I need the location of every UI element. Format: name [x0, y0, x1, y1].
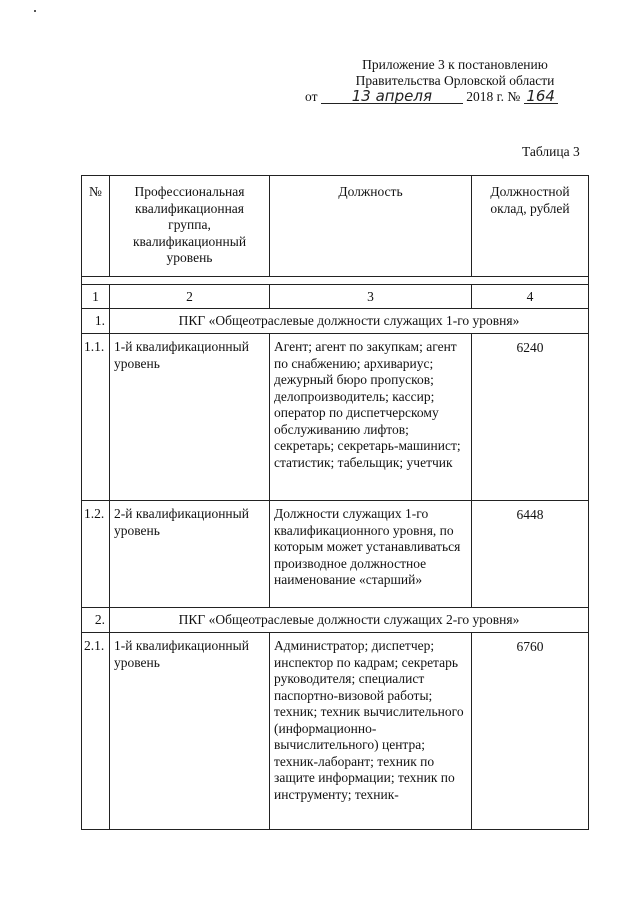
section-row [82, 309, 589, 334]
header-salary: Должностной оклад, рублей [472, 176, 589, 277]
appendix-header [305, 57, 605, 105]
table-header-row [82, 176, 589, 277]
table-gap-row [82, 277, 589, 285]
section-title: ПКГ «Общеотраслевые должности служащих 2-го уровня» [110, 608, 589, 633]
positions-list: Администратор; диспетчер; инспектор по кадрам; секретарь руководителя; специалист паспортно-визовой работы; техник; техник вычислительного (информационно-вычислительного) центра; техник-лаборант; техник по защите информации; техник по инструменту; техник- [270, 633, 472, 830]
header-group: Профессиональная квалификационная группа, квалификационный уровень [110, 176, 270, 277]
table-row [82, 501, 589, 608]
from-prefix: от [305, 89, 318, 104]
section-number: 1. [82, 309, 110, 334]
column-number: 3 [270, 285, 472, 309]
salary-table [81, 175, 589, 830]
row-number: 1.2. [82, 501, 110, 608]
table-row [82, 334, 589, 501]
section-number: 2. [82, 608, 110, 633]
positions-list: Должности служащих 1-го квалификационного уровня, по которым может устанавливаться производное должностное наименование «старший» [270, 501, 472, 608]
column-number: 4 [472, 285, 589, 309]
header-number: № [82, 176, 110, 277]
year-text: 2018 г. № [466, 89, 521, 104]
header-line-2: Правительства Орловской области [355, 73, 555, 88]
section-title: ПКГ «Общеотраслевые должности служащих 1-го уровня» [110, 309, 589, 334]
column-number: 2 [110, 285, 270, 309]
scan-speck [34, 10, 36, 12]
positions-list: Агент; агент по закупкам; агент по снабжению; архивариус; дежурный бюро пропусков; делопроизводитель; кассир; оператор по диспетчерскому обслуживанию лифтов; секретарь; секретарь-машинист; статистик; табельщик; учетчик [270, 334, 472, 501]
table-label: Таблица 3 [522, 144, 580, 159]
handwritten-number: 164 [524, 89, 558, 104]
salary-value: 6448 [472, 501, 589, 608]
header-position: Должность [270, 176, 472, 277]
column-number-row [82, 285, 589, 309]
salary-value: 6760 [472, 633, 589, 830]
qualification-level: 1-й квалификационный уровень [110, 633, 270, 830]
header-line-1: Приложение 3 к постановлению [362, 57, 548, 72]
handwritten-date: 13 апреля [321, 89, 463, 104]
row-number: 1.1. [82, 334, 110, 501]
qualification-level: 1-й квалификационный уровень [110, 334, 270, 501]
section-row [82, 608, 589, 633]
column-number: 1 [82, 285, 110, 309]
qualification-level: 2-й квалификационный уровень [110, 501, 270, 608]
table-row [82, 633, 589, 830]
row-number: 2.1. [82, 633, 110, 830]
salary-value: 6240 [472, 334, 589, 501]
header-line-3 [305, 89, 605, 105]
